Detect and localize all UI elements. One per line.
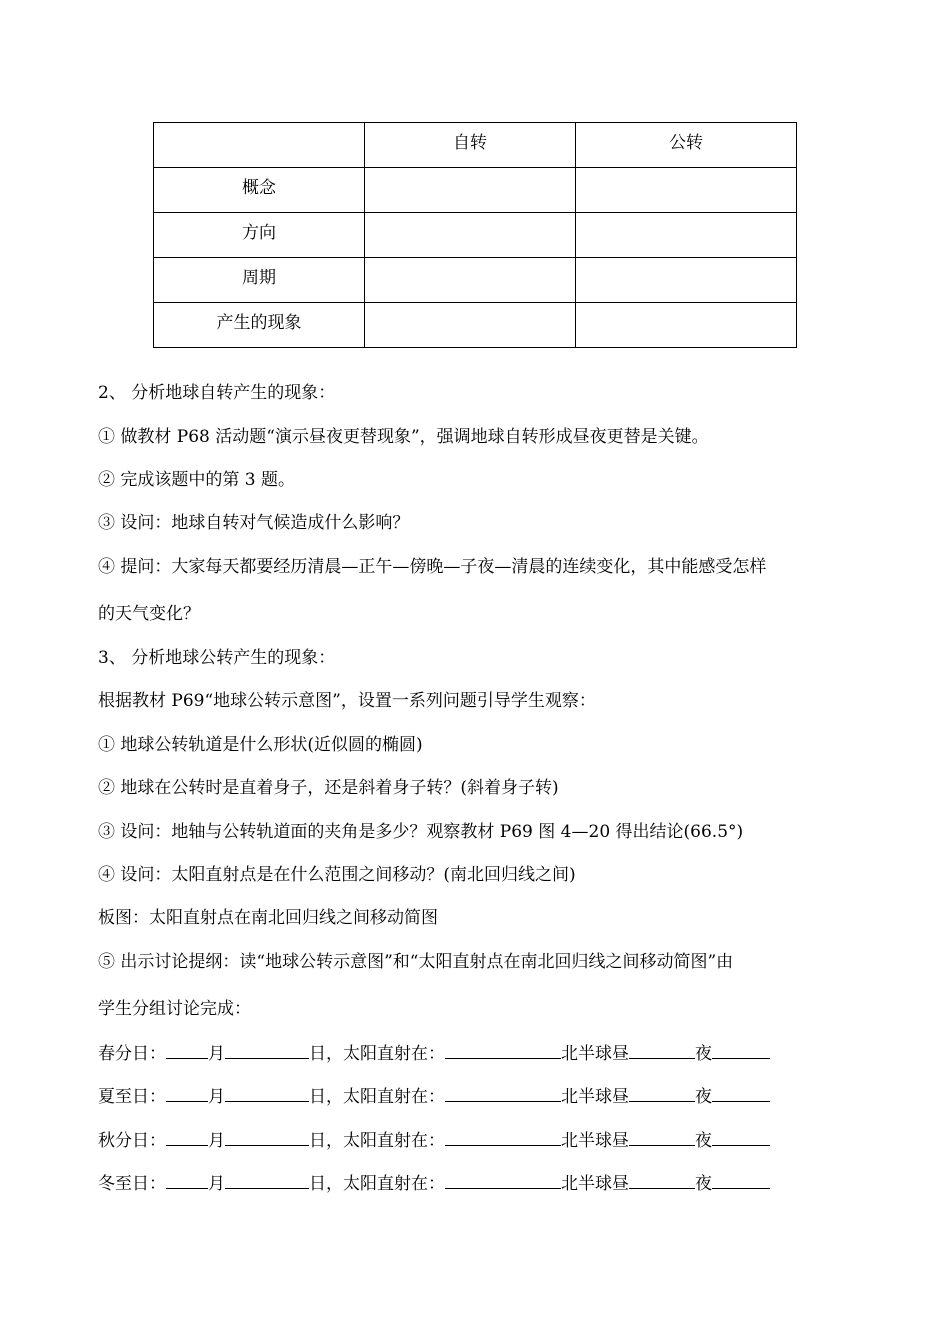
row-label-cell: 产生的现象 [154, 303, 365, 348]
rotation-revolution-table [153, 122, 797, 348]
latitude-blank[interactable] [445, 1042, 561, 1059]
fill-row-summer-solstice: 夏至日： 月 日，太阳直射在： 北半球昼 夜 [98, 1085, 770, 1108]
table-cell [576, 168, 797, 213]
section3-item: 学生分组讨论完成： [98, 999, 251, 1019]
fill-row-winter-solstice: 冬至日： 月 日，太阳直射在： 北半球昼 夜 [98, 1172, 770, 1195]
table-row [154, 303, 797, 348]
section2-item: 的天气变化？ [98, 604, 200, 624]
table-header-cell [154, 123, 365, 168]
section2-item: ④ 提问：大家每天都要经历清晨—正午—傍晚—子夜—清晨的连续变化，其中能感受怎样 [98, 557, 767, 577]
section3-item: ① 地球公转轨道是什么形状(近似圆的椭圆) [98, 735, 423, 755]
day-length-blank[interactable] [629, 1085, 695, 1102]
latitude-blank[interactable] [445, 1085, 561, 1102]
day-length-blank[interactable] [629, 1129, 695, 1146]
section2-item: ③ 设问：地球自转对气候造成什么影响？ [98, 513, 410, 533]
section3-intro: 根据教材 P69“地球公转示意图”，设置一系列问题引导学生观察： [98, 691, 596, 711]
section2-title: 2、 分析地球自转产生的现象： [98, 383, 336, 403]
fill-row-autumn-equinox: 秋分日： 月 日，太阳直射在： 北半球昼 夜 [98, 1129, 770, 1152]
day-blank[interactable] [225, 1085, 309, 1102]
day-length-blank[interactable] [629, 1042, 695, 1059]
row-label-cell: 周期 [154, 258, 365, 303]
fill-row-spring-equinox: 春分日： 月 日，太阳直射在： 北半球昼 夜 [98, 1042, 770, 1065]
night-length-blank[interactable] [712, 1042, 770, 1059]
table-cell [365, 168, 576, 213]
month-blank[interactable] [166, 1172, 208, 1189]
section3-item: ③ 设问：地轴与公转轨道面的夹角是多少？观察教材 P69 图 4—20 得出结论(66.5°) [98, 822, 744, 842]
section2-item: ② 完成该题中的第 3 题。 [98, 470, 296, 490]
table-row [154, 258, 797, 303]
row-label-cell: 概念 [154, 168, 365, 213]
month-blank[interactable] [166, 1129, 208, 1146]
table-cell [576, 258, 797, 303]
table-cell [576, 303, 797, 348]
day-blank[interactable] [225, 1172, 309, 1189]
table-header-row [154, 123, 797, 168]
section3-item: 板图：太阳直射点在南北回归线之间移动简图 [98, 908, 438, 928]
table-header-cell: 公转 [576, 123, 797, 168]
day-length-blank[interactable] [629, 1172, 695, 1189]
section3-item: ② 地球在公转时是直着身子，还是斜着身子转？(斜着身子转) [98, 778, 559, 798]
row-label-cell: 方向 [154, 213, 365, 258]
month-blank[interactable] [166, 1085, 208, 1102]
latitude-blank[interactable] [445, 1172, 561, 1189]
table-cell [365, 303, 576, 348]
day-blank[interactable] [225, 1129, 309, 1146]
table-cell [365, 213, 576, 258]
table-header-cell: 自转 [365, 123, 576, 168]
night-length-blank[interactable] [712, 1129, 770, 1146]
section3-item: ⑤ 出示讨论提纲：读“地球公转示意图”和“太阳直射点在南北回归线之间移动简图”由 [98, 952, 734, 972]
section2-item: ① 做教材 P68 活动题“演示昼夜更替现象”，强调地球自转形成昼夜更替是关键。 [98, 427, 709, 447]
table-cell [365, 258, 576, 303]
night-length-blank[interactable] [712, 1085, 770, 1102]
latitude-blank[interactable] [445, 1129, 561, 1146]
night-length-blank[interactable] [712, 1172, 770, 1189]
section3-item: ④ 设问：太阳直射点是在什么范围之间移动？(南北回归线之间) [98, 865, 576, 885]
table-cell [576, 213, 797, 258]
day-blank[interactable] [225, 1042, 309, 1059]
table-row [154, 213, 797, 258]
month-blank[interactable] [166, 1042, 208, 1059]
section3-title: 3、 分析地球公转产生的现象： [98, 648, 336, 668]
table-row [154, 168, 797, 213]
